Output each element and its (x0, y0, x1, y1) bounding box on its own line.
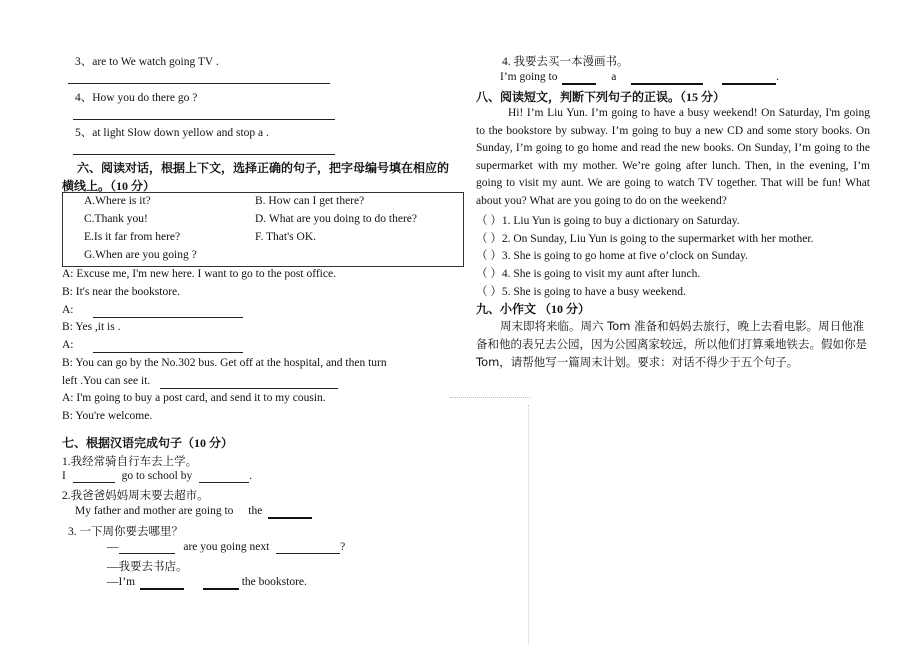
option-c: C.Thank you! (84, 213, 148, 225)
dialog-line-9: B: You're welcome. (62, 410, 153, 422)
option-d: D. What are you doing to do there? (255, 213, 418, 225)
q3-blank-2[interactable] (276, 541, 340, 554)
q2-english (75, 505, 312, 519)
reading-passage: Hi! I’m Liu Yun. I’m going to have a busy weekend! On Saturday, I'm going to the bookstore by subway. I’m going to buy a new CD and some story books. On Sunday, I’m going to go home and read the new books. On Sunday, I’m going to the supermarket with my mother. We’re going after lunch. Then, in the evening, I’m going to visit my aunt. We are going to watch TV together. That will be fun! What about you? What are you going to do on the weekend? (476, 107, 870, 207)
judge-item-1: （ ）1. Liu Yun is going to buy a dictionary on Saturday. (476, 215, 740, 227)
answer-line-q3[interactable] (68, 83, 330, 84)
option-f: F. That's OK. (255, 231, 316, 243)
judge-item-3: （ ）3. She is going to go home at five o’clock on Sunday. (476, 250, 749, 262)
dialog-line-3: A: (62, 304, 74, 316)
q3-answer-blank-1[interactable] (140, 576, 184, 590)
dialog-line-4: B: Yes ,it is . (62, 321, 121, 333)
faint-vertical-dots (528, 405, 529, 645)
q2-blank[interactable] (268, 505, 312, 519)
judge-item-4: （ ）4. She is going to visit my aunt after lunch. (476, 268, 701, 280)
q1-chinese: 1.我经常骑自行车去上学。 (62, 456, 198, 468)
option-b: B. How can I get there? (255, 195, 365, 207)
answer-line-q4[interactable] (73, 119, 335, 120)
judge-item-2: （ ）2. On Sunday, Liu Yun is going to the supermarket with her mother. (476, 233, 814, 245)
dialog-line-8: A: I'm going to buy a post card, and send it to my cousin. (62, 392, 326, 404)
q3-answer-chinese: —我要去书店。 (107, 561, 188, 573)
reorder-q4: 4、How you do there go ? (75, 92, 198, 104)
q3-blank-1[interactable] (119, 541, 175, 554)
dialog-line-2: B: It's near the bookstore. (62, 286, 181, 298)
q4-text-c: . (776, 71, 779, 83)
composition-prompt: 周末即将来临。周六 Tom 准备和妈妈去旅行，晚上去看电影。周日他准备和他的表兄去公园，因为公园离家较远，所以他们打算乘地铁去。假如你是 Tom，请帮他写一篇周末计划。要求：对话不得少于五个句子。 (476, 319, 867, 369)
option-a: A.Where is it? (84, 195, 151, 207)
section-6-title-cont: 横线上。（10 分） (62, 179, 156, 193)
q2-text-b: the (248, 505, 263, 517)
q3-answer-blank-2[interactable] (203, 576, 239, 590)
q4-blank-1[interactable] (562, 71, 596, 85)
section-7-title: 七、根据汉语完成句子（10 分） (62, 436, 234, 450)
dialog-line-7: left .You can see it. (62, 375, 151, 387)
q4-blank-2[interactable] (631, 71, 703, 85)
q4-text-b: a (611, 71, 617, 83)
q3-answer-text-a: —I’m (107, 576, 136, 588)
dialog-blank-3[interactable] (160, 388, 338, 389)
dialog-blank-2[interactable] (93, 352, 243, 353)
section-8-title: 八、阅读短文，判断下列句子的正误。（15 分） (476, 90, 726, 104)
q3-text-b: are you going next (183, 541, 270, 553)
q3-dash: — (107, 541, 119, 553)
section-6-title: 六、阅读对话，根据上下文，选择正确的句子，把字母编号填在相应的 (77, 161, 450, 175)
dialog-line-5: A: (62, 339, 74, 351)
q1-english (62, 470, 252, 483)
section-9-title: 九、小作文 （10 分） (476, 302, 591, 316)
q4-blank-3[interactable] (722, 71, 776, 85)
option-g: G.When are you going ? (84, 249, 197, 261)
dialog-blank-1[interactable] (93, 317, 243, 318)
q3-chinese: 3. 一下周你要去哪里？ (68, 526, 183, 538)
q3-answer-text-b: the bookstore. (241, 576, 307, 588)
q4-chinese: 4. 我要去买一本漫画书。 (502, 56, 629, 68)
q2-chinese: 2.我爸爸妈妈周末要去超市。 (62, 490, 209, 502)
reorder-q3: 3、are to We watch going TV . (75, 56, 219, 68)
judge-item-5: （ ）5. She is going to have a busy weekend. (476, 286, 686, 298)
q3-text-c: ? (340, 541, 346, 553)
reorder-q5: 5、at light Slow down yellow and stop a . (75, 127, 269, 139)
faint-divider-dots (450, 397, 530, 398)
q1-text-a: I (62, 470, 66, 482)
option-e: E.Is it far from here? (84, 231, 181, 243)
q3-answer-english (107, 576, 307, 590)
q1-text-b: go to school by (121, 470, 193, 482)
q4-english (500, 71, 779, 85)
q4-text-a: I’m going to (500, 71, 558, 83)
dialog-line-1: A: Excuse me, I'm new here. I want to go to the post office. (62, 268, 336, 280)
q1-blank-1[interactable] (73, 470, 115, 483)
q1-blank-2[interactable] (199, 470, 249, 483)
dialog-line-6: B: You can go by the No.302 bus. Get off at the hospital, and then turn (62, 357, 387, 369)
q1-text-c: . (249, 470, 252, 482)
answer-line-q5[interactable] (73, 154, 335, 155)
q2-text-a: My father and mother are going to (75, 505, 234, 517)
q3-english (107, 541, 345, 554)
